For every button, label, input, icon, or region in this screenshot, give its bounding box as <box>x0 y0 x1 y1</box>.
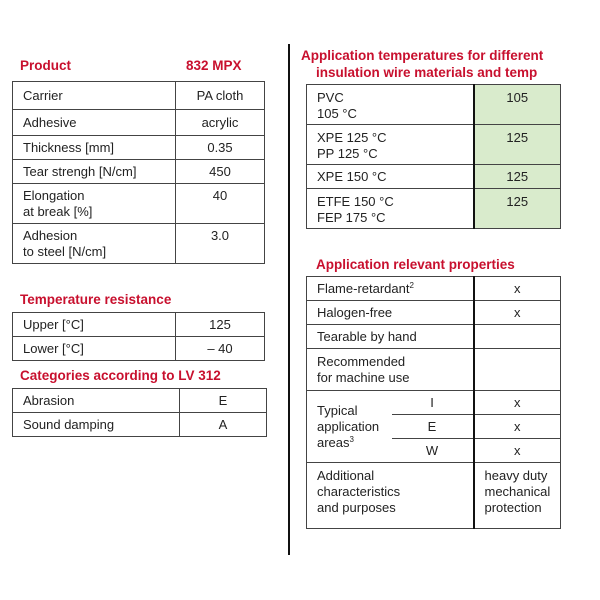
product-row-value: 3.0 <box>176 224 265 264</box>
area-value: x <box>474 391 561 415</box>
application-temperatures-heading-line2: insulation wire materials and temp <box>316 65 538 80</box>
wire-material-label: XPE 150 °C <box>307 165 474 189</box>
typical-areas-label: Typical application areas$^3$ <box>307 391 392 463</box>
temperature-row-value: – 40 <box>176 337 265 361</box>
application-temperatures-table <box>306 84 561 229</box>
product-row-label: Tear strengh [N/cm] <box>13 160 176 184</box>
categories-heading: Categories according to LV 312 <box>20 368 221 383</box>
temperature-table <box>12 312 265 361</box>
wire-material-label: XPE 125 °C PP 125 °C <box>307 125 474 165</box>
halogen-free-label: Halogen-free <box>307 301 474 325</box>
category-row-value: E <box>180 389 267 413</box>
category-row-label: Abrasion <box>13 389 180 413</box>
wire-material-temp: 125 <box>474 165 561 189</box>
additional-value: heavy duty mechanical protection <box>474 463 561 529</box>
product-row-label: Carrier <box>13 82 176 110</box>
category-row-value: A <box>180 413 267 437</box>
temperature-resistance-heading: Temperature resistance <box>20 292 172 307</box>
flame-retardant-value: x <box>474 277 561 301</box>
halogen-free-value: x <box>474 301 561 325</box>
application-temperatures-heading: Application temperatures for different <box>301 48 544 63</box>
application-properties-table <box>306 276 561 529</box>
product-row-value: acrylic <box>176 110 265 136</box>
column-divider <box>288 44 290 555</box>
wire-material-temp: 125 <box>474 189 561 229</box>
product-row-value: 450 <box>176 160 265 184</box>
product-row-label: Thickness [mm] <box>13 136 176 160</box>
product-table <box>12 81 265 264</box>
product-heading: Product <box>20 58 72 73</box>
wire-material-temp: 125 <box>474 125 561 165</box>
area-code: W <box>392 439 474 463</box>
temperature-row-label: Upper [°C] <box>13 313 176 337</box>
tearable-label: Tearable by hand <box>307 325 474 349</box>
wire-material-temp: 105 <box>474 85 561 125</box>
product-row-label: Adhesion to steel [N/cm] <box>13 224 176 264</box>
category-row-label: Sound damping <box>13 413 180 437</box>
product-row-label: Adhesive <box>13 110 176 136</box>
area-code: I <box>392 391 474 415</box>
recommended-value <box>474 349 561 391</box>
product-row-value: 0.35 <box>176 136 265 160</box>
area-value: x <box>474 415 561 439</box>
area-value: x <box>474 439 561 463</box>
temperature-row-value: 125 <box>176 313 265 337</box>
recommended-label: Recommended for machine use <box>307 349 474 391</box>
tearable-value <box>474 325 561 349</box>
categories-table <box>12 388 267 437</box>
area-code: E <box>392 415 474 439</box>
product-row-label: Elongation at break [%] <box>13 184 176 224</box>
product-row-value: 40 <box>176 184 265 224</box>
wire-material-label: ETFE 150 °C FEP 175 °C <box>307 189 474 229</box>
product-name-heading: 832 MPX <box>186 58 242 73</box>
product-row-value: PA cloth <box>176 82 265 110</box>
additional-label: Additional characteristics and purposes <box>307 463 474 529</box>
flame-retardant-label: Flame-retardant$^2$ <box>307 277 474 301</box>
wire-material-label: PVC 105 °C <box>307 85 474 125</box>
temperature-row-label: Lower [°C] <box>13 337 176 361</box>
application-properties-heading: Application relevant properties <box>316 257 515 272</box>
